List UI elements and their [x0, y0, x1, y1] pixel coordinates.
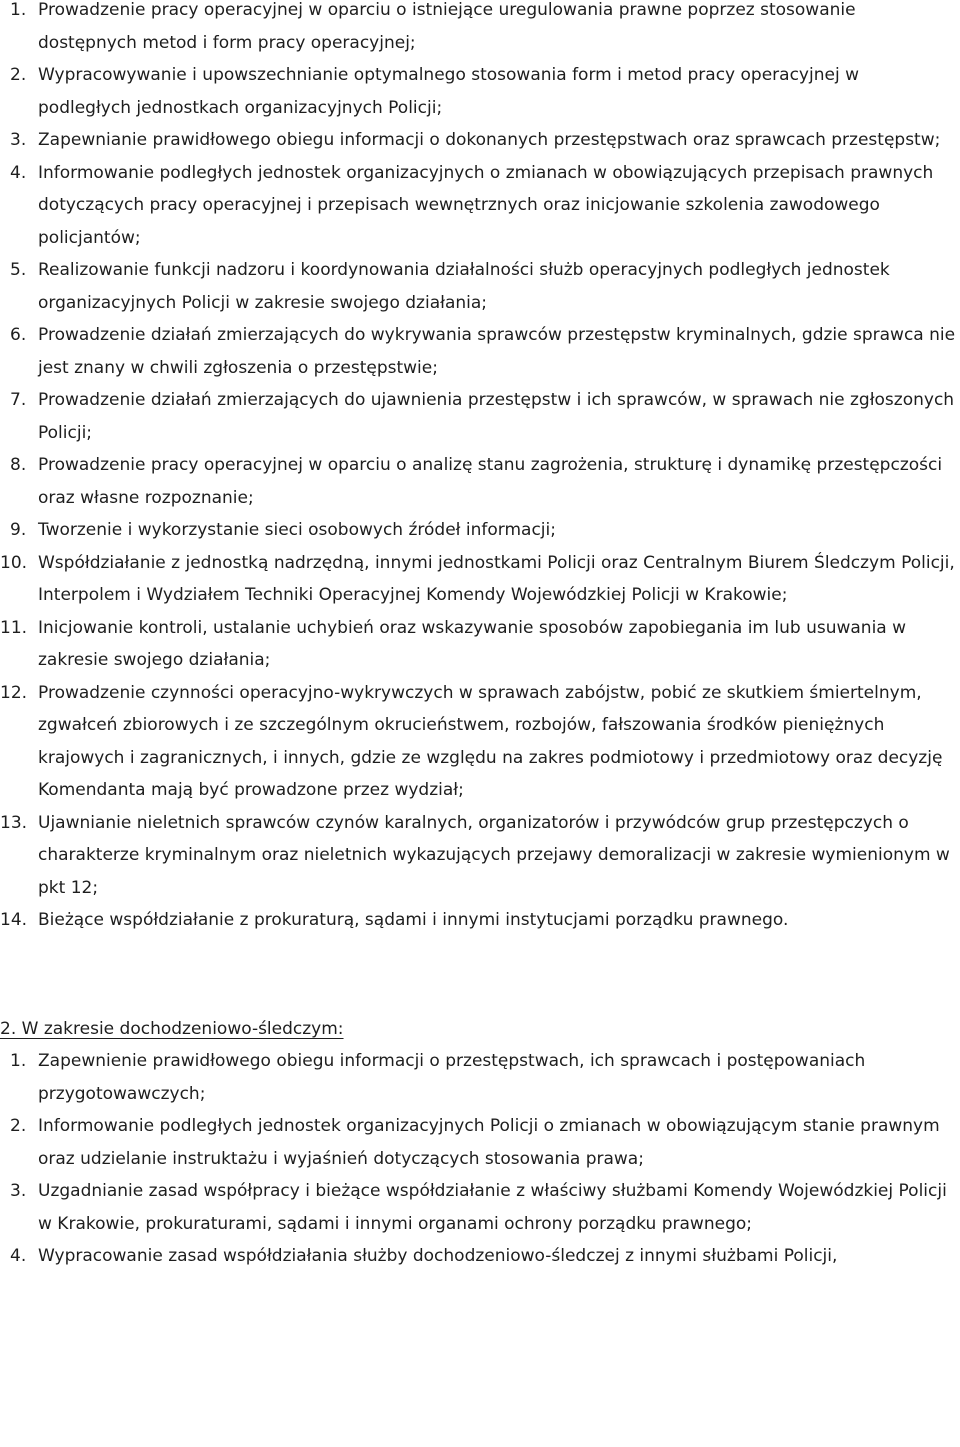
list-item-number: 4.: [10, 162, 27, 183]
list-item: [0, 547, 960, 612]
list-item-number: 9.: [10, 520, 27, 540]
list-item-number: 12.: [0, 682, 28, 703]
list-item-number: 14.: [0, 910, 28, 930]
list-item-number: 4.: [10, 1246, 27, 1266]
list-item-text: Inicjowanie kontroli, ustalanie uchybień oraz wskazywanie sposobów zapobiegania im lub usuwania w zakresie swojego działania;: [38, 617, 907, 670]
list-item: [0, 384, 960, 449]
list-item: [0, 1045, 960, 1110]
list-item-text: Informowanie podległych jednostek organizacyjnych Policji o zmianach w obowiązującym stanie prawnym oraz udzielanie instruktażu i wyjaśnień dotyczących stosowania prawa;: [38, 1116, 940, 1169]
list-item-text: Realizowanie funkcji nadzoru i koordynowania działalności służb operacyjnych podległych jednostek organizacyjnych Policji w zakresie swojego działania;: [38, 260, 890, 313]
list-item-number: 3.: [10, 130, 27, 150]
list-item-number: 11.: [0, 617, 28, 638]
list-item: [0, 612, 960, 677]
list-item: [0, 677, 960, 807]
list-item-text: Prowadzenie pracy operacyjnej w oparciu o analizę stanu zagrożenia, strukturę i dynamikę przestępczości oraz własne rozpoznanie;: [38, 455, 943, 508]
list-item-text: Ujawnianie nieletnich sprawców czynów karalnych, organizatorów i przywódców grup przestępczych o charakterze kryminalnym oraz nieletnich wykazujących przejawy demoralizacji w zakresie wymienionym w pkt 12;: [38, 812, 950, 898]
list-item-text: Uzgadnianie zasad współpracy i bieżące współdziałanie z właściwy służbami Komendy Wojewódzkiej Policji w Krakowie, prokuraturami, sądami i innymi organami ochrony porządku prawnego;: [38, 1181, 947, 1234]
list-item-text: Prowadzenie działań zmierzających do wykrywania sprawców przestępstw kryminalnych, gdzie sprawca nie jest znany w chwili zgłoszenia o przestępstwie;: [38, 325, 956, 378]
list-item-number: 5.: [10, 260, 27, 280]
list-item: [0, 157, 960, 255]
list-item-number: 7.: [10, 390, 27, 410]
list-item: [0, 1240, 960, 1273]
list-item-text: Współdziałanie z jednostką nadrzędną, innymi jednostkami Policji oraz Centralnym Biurem Śledczym Policji, Interpolem i Wydziałem Techniki Operacyjnej Komendy Wojewódzkiej Policji w Krakowie;: [38, 552, 955, 605]
list-item-text: Zapewnianie prawidłowego obiegu informacji o dokonanych przestępstwach oraz sprawcach przestępstw;: [38, 130, 941, 150]
list-item: [0, 904, 960, 937]
section-heading: 2. W zakresie dochodzeniowo-śledczym:: [0, 1018, 344, 1039]
list-item-text: Prowadzenie działań zmierzających do ujawnienia przestępstw i ich sprawców, w sprawach nie zgłoszonych Policji;: [38, 390, 955, 443]
list-item-text: Prowadzenie pracy operacyjnej w oparciu o istniejące uregulowania prawne poprzez stosowanie dostępnych metod i form pracy operacyjnej;: [38, 0, 856, 53]
list-item-text: Tworzenie i wykorzystanie sieci osobowych źródeł informacji;: [38, 520, 556, 540]
list-item: [0, 514, 960, 547]
list-item: [0, 0, 960, 59]
list-item-text: Prowadzenie czynności operacyjno-wykrywczych w sprawach zabójstw, pobić ze skutkiem śmiertelnym, zgwałceń zbiorowych i ze szczególnym okrucieństwem, rozbojów, fałszowania środków pieniężnych krajowych i zagranicznych, i innych, gdzie ze względu na zakres podmiotowy i przedmiotowy oraz decyzję Komendanta mają być prowadzone przez wydział;: [38, 682, 943, 800]
list-item: [0, 59, 960, 124]
list-item: [0, 124, 960, 157]
list-item-number: 10.: [0, 552, 28, 573]
list-item-number: 2.: [10, 65, 27, 85]
list-item-number: 1.: [10, 1051, 27, 1071]
list-item: [0, 449, 960, 514]
list-item-number: 8.: [10, 455, 27, 475]
list-item-text: Informowanie podległych jednostek organizacyjnych o zmianach w obowiązujących przepisach prawnych dotyczących pracy operacyjnej i przepisach wewnętrznych oraz inicjowanie szkolenia zawodowego policjantów;: [38, 162, 934, 248]
list-item-number: 13.: [0, 812, 28, 833]
list-item-text: Zapewnienie prawidłowego obiegu informacji o przestępstwach, ich sprawcach i postępowaniach przygotowawczych;: [38, 1051, 866, 1104]
list-item: [0, 319, 960, 384]
list-item-number: 6.: [10, 325, 27, 345]
list-item: [0, 254, 960, 319]
list-item-text: Wypracowywanie i upowszechnianie optymalnego stosowania form i metod pracy operacyjnej w podległych jednostkach organizacyjnych Policji;: [38, 65, 859, 118]
list-item: [0, 1175, 960, 1240]
list-item-number: 3.: [10, 1181, 27, 1201]
duties-list-investigative: [0, 1045, 960, 1273]
list-item-text: Wypracowanie zasad współdziałania służby dochodzeniowo-śledczej z innymi służbami Policji,: [38, 1246, 838, 1266]
list-item: [0, 807, 960, 905]
list-item-text: Bieżące współdziałanie z prokuraturą, sądami i innymi instytucjami porządku prawnego.: [38, 910, 789, 930]
list-item: [0, 1110, 960, 1175]
list-item-number: 1.: [10, 0, 27, 20]
list-item-number: 2.: [10, 1116, 27, 1136]
